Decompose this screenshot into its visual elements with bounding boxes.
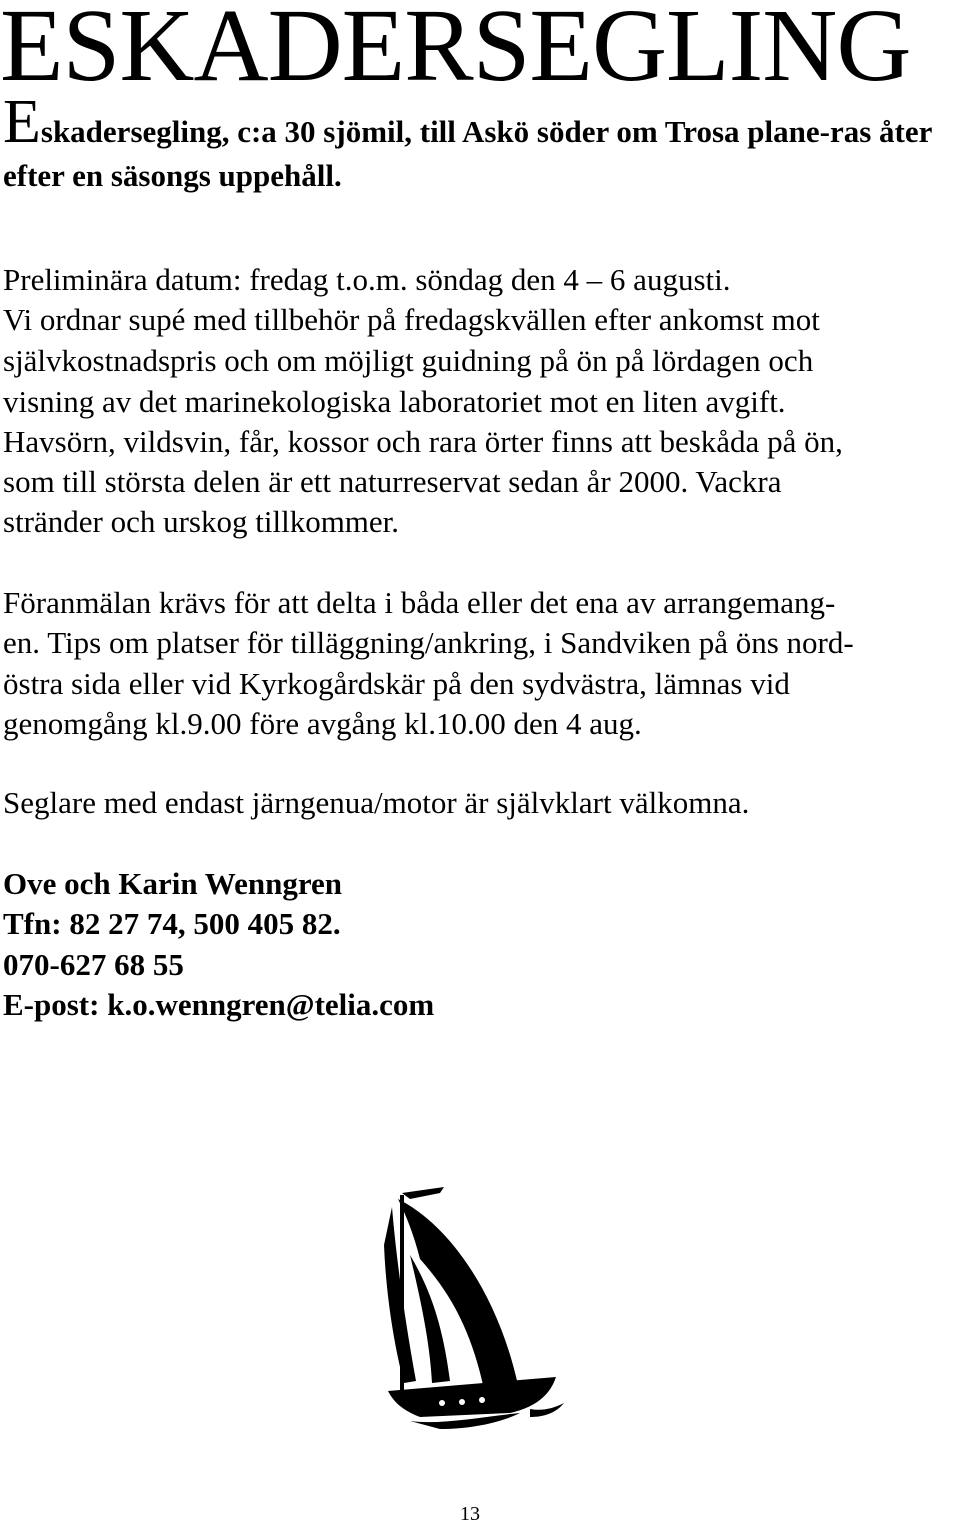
contact-name: Ove och Karin Wenngren — [3, 866, 343, 901]
body-line: Föranmälan krävs för att delta i båda eller det ena av arrangemang- — [3, 585, 836, 620]
body-line: genomgång kl.9.00 före avgång kl.10.00 den 4 aug. — [3, 706, 642, 741]
page-title: ESKADERSEGLING — [0, 0, 911, 103]
intro-dropcap: E — [3, 88, 41, 156]
body-line: som till största delen är ett naturreservat sedan år 2000. Vackra — [3, 464, 782, 499]
body-line: självkostnadspris och om möjligt guidning på ön på lördagen och — [3, 343, 814, 378]
body-line: stränder och urskog tillkommer. — [3, 504, 400, 539]
body-line: Vi ordnar supé med tillbehör på fredagskvällen efter ankomst mot — [3, 302, 820, 337]
sailboat-icon — [380, 1185, 570, 1435]
body-line: visning av det marinekologiska laboratoriet mot en liten avgift. — [3, 384, 786, 419]
body-line: Preliminära datum: fredag t.o.m. söndag den 4 – 6 augusti. — [3, 262, 731, 297]
contact-email: E-post: k.o.wenngren@telia.com — [3, 987, 435, 1022]
body-line: Havsörn, vildsvin, får, kossor och rara örter finns att beskåda på ön, — [3, 424, 843, 459]
body-line: en. Tips om platser för tilläggning/ankring, i Sandviken på öns nord- — [3, 625, 854, 660]
body-line: Seglare med endast järngenua/motor är självklart välkomna. — [3, 785, 750, 820]
page-number: 13 — [460, 1503, 480, 1525]
contact-phone: Tfn: 82 27 74, 500 405 82. — [3, 906, 341, 941]
contact-mobile: 070-627 68 55 — [3, 947, 184, 982]
intro-text: skadersegling, c:a 30 sjömil, till Askö söder om Trosa plane-ras åter efter en säsongs uppehåll. — [3, 114, 932, 193]
intro-paragraph — [3, 88, 953, 198]
body-line: östra sida eller vid Kyrkogårdskär på den sydvästra, lämnas vid — [3, 666, 790, 701]
